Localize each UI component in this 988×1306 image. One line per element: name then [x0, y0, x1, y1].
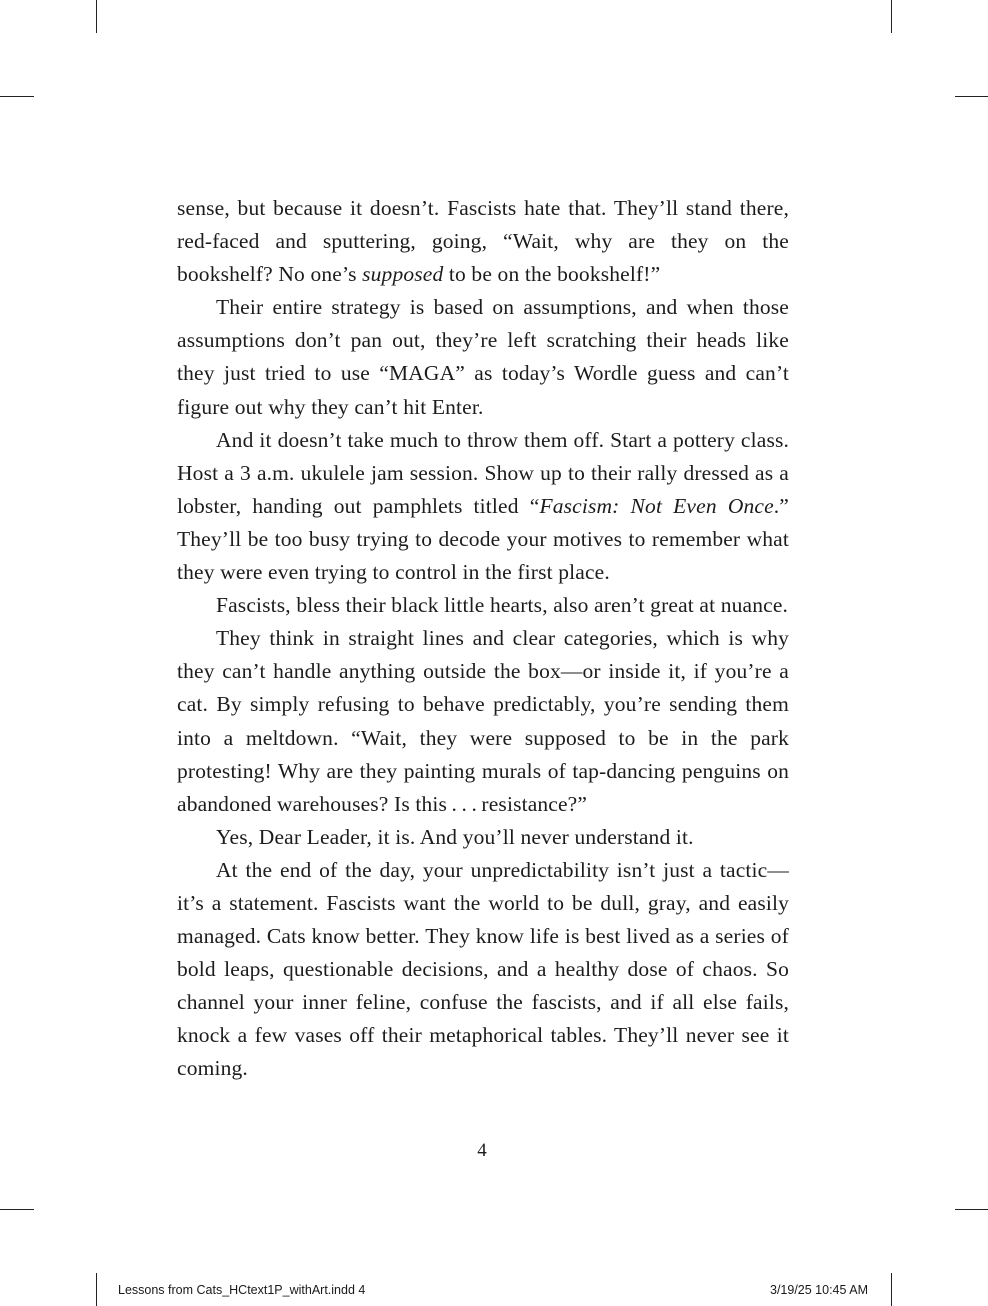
paragraph — [177, 192, 789, 291]
paragraph — [177, 821, 789, 854]
italic-text: Fascism: Not Even Once — [539, 493, 774, 518]
text-run: And it doesn’t take much to throw them off. Start a pottery class. Host a 3 a.m. ukulele jam session. Show up to their rally dressed as a lobster, handing out pamphlets titled “ — [177, 427, 789, 518]
crop-mark-bottom-left — [96, 1273, 97, 1306]
crop-mark-left-upper — [0, 96, 34, 97]
crop-mark-top-left — [96, 0, 97, 33]
text-run: sense, but because it doesn’t. Fascists hate that. They’ll stand there, red-faced and sputtering, going, “Wait, why are they on the bookshelf? No one’s — [177, 196, 789, 287]
crop-mark-right-upper — [955, 96, 988, 97]
paragraph — [177, 424, 789, 589]
text-run: At the end of the day, your unpredictability isn’t just a tactic—it’s a statement. Fascists want the world to be dull, gray, and easily managed. Cats know better. They know life is best lived as a series of bold leaps, questionable decisions, and a healthy dose of chaos. So channel your inner feline, confuse the fascists, and if all else fails, knock a few vases off their metaphorical tables. They’ll never see it coming. — [177, 857, 789, 1081]
paragraph — [177, 291, 789, 423]
crop-mark-top-right — [891, 0, 892, 33]
slug-file-name: Lessons from Cats_HCtext1P_withArt.indd 4 — [118, 1283, 366, 1297]
crop-mark-right-lower — [955, 1209, 988, 1210]
paragraph — [177, 589, 789, 622]
text-run: They think in straight lines and clear categories, which is why they can’t handle anything outside the box—or inside it, if you’re a cat. By simply refusing to behave predictably, you’re sending them into a meltdown. “Wait, they were supposed to be in the park protesting! Why are they painting murals of tap-dancing penguins on abandoned warehouses? Is this . . . resistance?” — [177, 626, 789, 816]
text-run: Yes, Dear Leader, it is. And you’ll never understand it. — [216, 824, 694, 849]
paragraph — [177, 622, 789, 821]
text-run: Fascists, bless their black little hearts, also aren’t great at nuance. — [216, 593, 789, 618]
crop-mark-left-lower — [0, 1209, 34, 1210]
page-number: 4 — [477, 1140, 487, 1161]
text-run: .” They’ll be too busy trying to decode your motives to remember what they were even trying to control in the first place. — [177, 493, 789, 585]
text-run: Their entire strategy is based on assumptions, and when those assumptions don’t pan out, they’re left scratching their heads like they just tried to use “MAGA” as today’s Wordle guess and can’t figure out why they can’t hit Enter. — [177, 295, 789, 419]
body-text — [177, 192, 789, 1086]
italic-text: supposed — [362, 262, 444, 287]
slug-date-time: 3/19/25 10:45 AM — [770, 1283, 868, 1297]
paragraph — [177, 854, 789, 1086]
text-run: to be on the bookshelf!” — [443, 262, 661, 287]
crop-mark-bottom-right — [891, 1273, 892, 1306]
